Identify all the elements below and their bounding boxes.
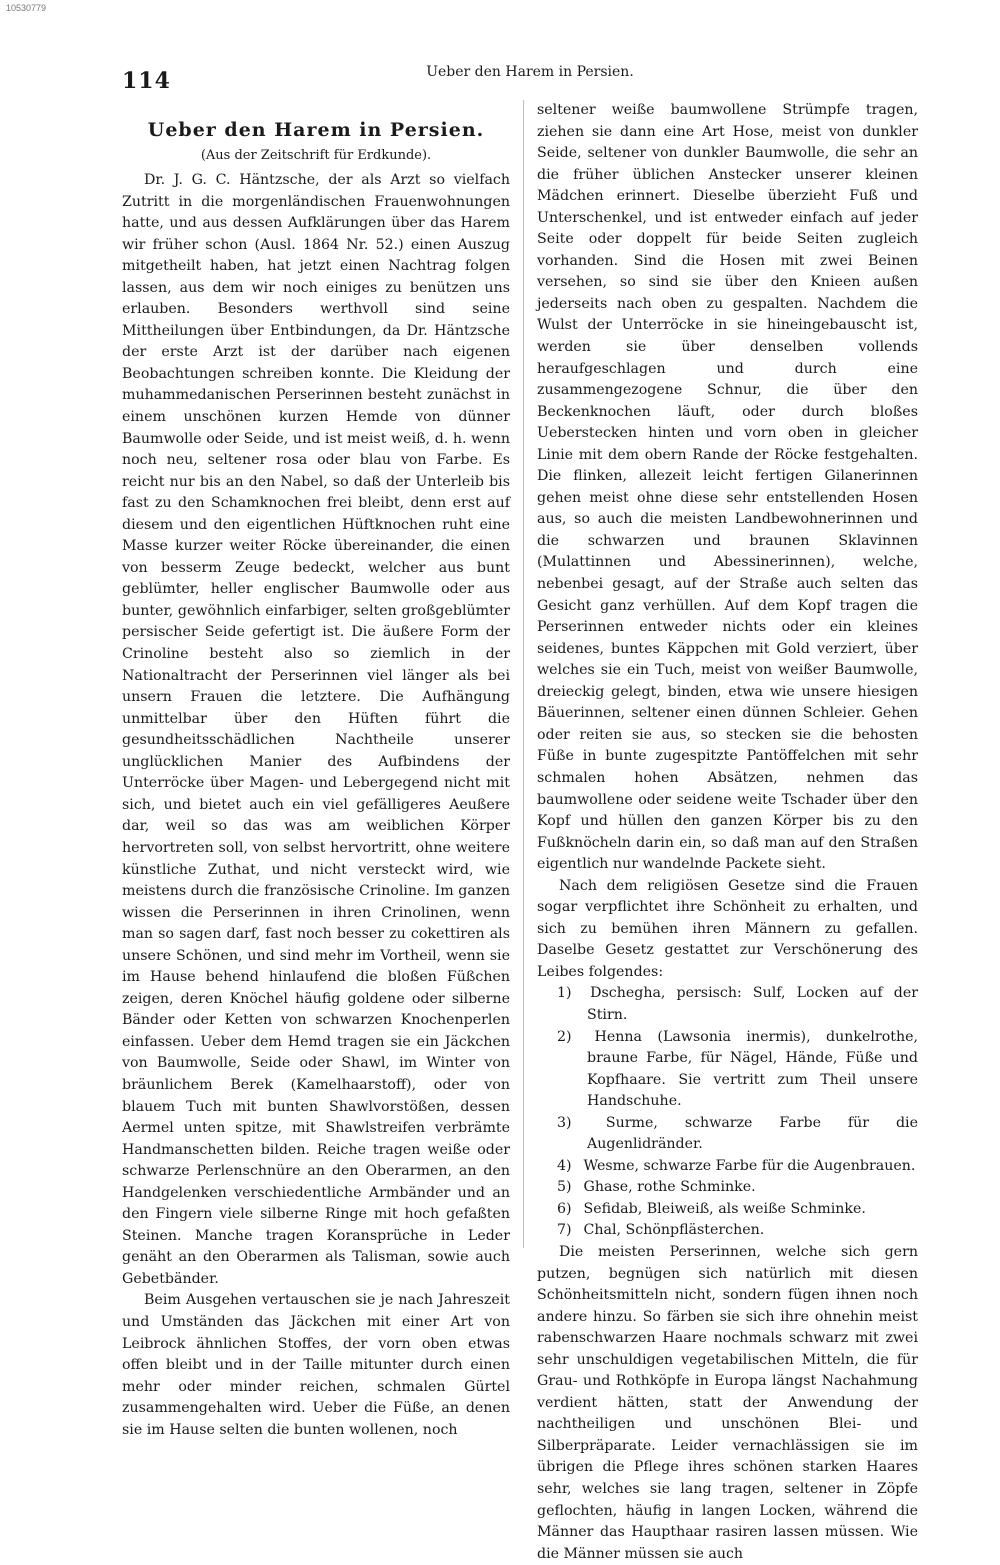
paragraph: Die meisten Perserinnen, welche sich gern putzen, begnügen sich natürlich mit diesen Schönheitsmitteln nicht, sondern fügen ihnen noch andere hinzu. So färben sie sich ihre ohnehin meist rabenschwarzen Haare nochmals schwarz mit zwei sehr unschuldigen vegetabilischen Mitteln, die für Grau- und Rothköpfe in Europa längst Nachahmung verdient hätten, statt der Anwendung der nachtheiligen und unschönen Blei- und Silberpräparate. Leider vernachlässigen sie im übrigen die Pflege ihres schönen starken Haares sehr, welches sie lang tragen, seltener in Zöpfe geflochten, häufig in langen Locken, während die Männer das Haupthaar rasiren lassen müssen. Wie die Männer müssen sie auch: [537, 1243, 918, 1562]
page-number: 114: [122, 68, 171, 94]
list-item: [537, 1027, 918, 1113]
list-text: Chal, Schönpflästerchen.: [583, 1222, 765, 1239]
list-text: Wesme, schwarze Farbe für die Augenbrauen.: [583, 1157, 916, 1174]
running-header: Ueber den Harem in Persien.: [426, 64, 634, 80]
cosmetics-list: [537, 983, 918, 1242]
page-id: 10530779: [6, 3, 47, 13]
list-number: 5): [557, 1179, 572, 1196]
paragraph: Beim Ausgehen vertauschen sie je nach Jahreszeit und Umständen das Jäckchen mit einer Art von Leibrock ähnlichen Stoffes, der vorn oben etwas offen bleibt und in der Taille mitunter durch einen mehr oder minder reichen, schmalen Gürtel zusammengehalten wird. Ueber die Füße, an denen sie im Hause selten die bunten wollenen, noch: [122, 1292, 510, 1438]
article-title: Ueber den Harem in Persien.: [147, 119, 485, 141]
list-item: [537, 1177, 918, 1199]
list-number: 1): [557, 985, 572, 1002]
list-number: 3): [557, 1114, 572, 1131]
paragraph: Nach dem religiösen Gesetze sind die Frauen sogar verpflichtet ihre Schönheit zu erhalten, und sich zu bemühen ihren Männern zu gefallen. Daselbe Gesetz gestattet zur Verschönerung des Leibes folgendes:: [537, 877, 918, 980]
list-text: Henna (Lawsonia inermis), dunkelrothe, braune Farbe, für Nägel, Hände, Füße und Kopfhaare. Sie vertritt zum Theil unsere Handschuhe.: [587, 1028, 918, 1110]
list-number: 4): [557, 1157, 572, 1174]
list-item: [537, 983, 918, 1026]
list-number: 7): [557, 1222, 572, 1239]
list-item: [537, 1220, 918, 1242]
list-number: 2): [557, 1028, 572, 1045]
right-column: [537, 100, 918, 1565]
list-item: [537, 1199, 918, 1221]
paragraph: Dr. J. G. C. Häntzsche, der als Arzt so vielfach Zutritt in die morgenländischen Frauenwohnungen hatte, und aus dessen Aufklärungen über das Harem wir früher schon (Ausl. 1864 Nr. 52.) einen Auszug mitgetheilt haben, hat jetzt einen Nachtrag folgen lassen, aus dem wir noch einiges zu benützen uns erlauben. Besonders werthvoll sind seine Mittheilungen über Entbindungen, da Dr. Häntzsche der erste Arzt ist der darüber nach eigenen Beobachtungen schreiben konnte. Die Kleidung der muhammedanischen Perserinnen besteht zunächst in einem unschönen kurzen Hemde von dünner Baumwolle oder Seide, und ist meist weiß, d. h. wenn noch neu, seltener rosa oder blau von Farbe. Es reicht nur bis an den Nabel, so daß der Unterleib bis fast zu den Schamknochen frei bleibt, denn erst auf diesem und den eigentlichen Hüftknochen ruht eine Masse kurzer weiter Röcke übereinander, die einen von besserm Zeuge bedeckt, welcher aus bunt geblümter, heller englischer Baumwolle oder aus bunter, gewöhnlich einfarbiger, selten großgeblümter persischer Seide gefertigt ist. Die äußere Form der Crinoline besteht also so ziemlich in der Nationaltracht der Perserinnen viel länger als bei unsern Frauen die letztere. Die Aufhängung unmittelbar über den Hüften führt die gesundheitsschädlichen Nachtheile unserer unglücklichen Manier des Aufbindens der Unterröcke über Magen- und Lebergegend nicht mit sich, und bietet auch ein viel gefälligeres Aeußere dar, weil so das was am weiblichen Körper hervortreten soll, von selbst hervortritt, ohne weitere künstliche Zuthat, und nicht versteckt wird, wie meistens durch die französische Crinoline. Im ganzen wissen die Perserinnen in ihren Crinolinen, wenn man so sagen darf, fast noch besser zu cokettiren als unsere Schönen, und sind mehr im Vortheil, wenn sie im Hause behend hinlaufend die bloßen Füßchen zeigen, deren Knöchel häufig goldene oder silberne Bänder oder Ketten von schwarzen Knochenperlen einfassen. Ueber dem Hemd tragen sie ein Jäckchen von Baumwolle, Seide oder Shawl, im Winter von bräunlichem Berek (Kamelhaarstoff), oder von blauem Tuch mit bunten Shawlvorstößen, dessen Aermel unten spitze, mit Shawlstreifen verbrämte Handmanschetten bilden. Reiche tragen weiße oder schwarze Perlenschnüre an den Oberarmen, an den Handgelenken verschiedentliche Armbänder und an den Fingern viele silberne Ringe mit hoch gefaßten Steinen. Manche tragen Koransprüche in Leder genäht an den Oberarmen als Talisman, sowie auch Gebetbänder.: [122, 172, 510, 1287]
article-source: (Aus der Zeitschrift für Erdkunde).: [200, 148, 432, 163]
list-number: 6): [557, 1200, 572, 1217]
list-item: [537, 1156, 918, 1178]
list-text: Sefidab, Bleiweiß, als weiße Schminke.: [583, 1200, 866, 1217]
list-text: Ghase, rothe Schminke.: [583, 1179, 756, 1196]
list-item: [537, 1113, 918, 1156]
list-text: Dschegha, persisch: Sulf, Locken auf der Stirn.: [587, 985, 918, 1023]
column-divider: [523, 100, 524, 1248]
left-column: [122, 100, 510, 1441]
list-text: Surme, schwarze Farbe für die Augenlidränder.: [587, 1114, 918, 1153]
paragraph: seltener weiße baumwollene Strümpfe tragen, ziehen sie dann eine Art Hose, meist von dunkler Seide, seltener von dunkler Baumwolle, die sehr an die früher üblichen Anstecker unserer kleinen Mädchen erinnert. Dieselbe überzieht Fuß und Unterschenkel, und ist entweder einfach auf jeder Seite oder doppelt für beide Seiten zugleich vorhanden. Sind die Hosen mit zwei Beinen versehen, so sind sie über den Knieen außen jederseits nach oben zu gespalten. Nachdem die Wulst der Unterröcke in sie hineingebauscht ist, werden sie über denselben vollends heraufgeschlagen und durch eine zusammengezogene Schnur, die über den Beckenknochen läuft, oder durch bloßes Ueberstecken hinten und vorn oben in gleicher Linie mit dem obern Rande der Röcke festgehalten. Die flinken, allezeit leicht fertigen Gilanerinnen gehen meist ohne diese sehr entstellenden Hosen aus, so auch die meisten Landbewohnerinnen und die schwarzen und braunen Sklavinnen (Mulattinnen und Abessinerinnen), welche, nebenbei gesagt, auf der Straße auch selten das Gesicht ganz verhüllen. Auf dem Kopf tragen die Perserinnen entweder nichts oder ein kleines seidenes, buntes Käppchen mit Gold verziert, über welches sie ein Tuch, meist von weißer Baumwolle, dreieckig gelegt, binden, etwa wie unsere hiesigen Bäuerinnen, seltener einen dünnen Schleier. Gehen oder reiten sie aus, so stecken sie die behosten Füße in bunte zugespitzte Pantöffelchen mit sehr schmalen hohen Absätzen, nehmen das baumwollene oder seidene weite Tschader über den Kopf und hüllen den ganzen Körper bis zu den Fußknöcheln darin ein, so daß man auf den Straßen eigentlich nur wandelnde Packete sieht.: [537, 102, 918, 873]
